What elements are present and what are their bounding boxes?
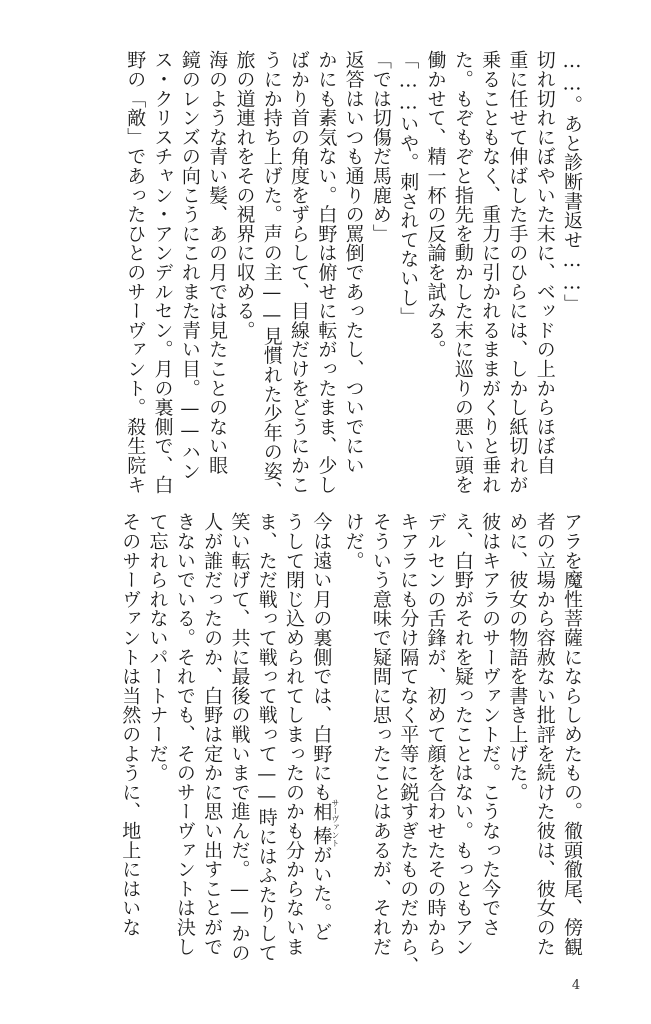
text-line: ま、ただ戦って戦って戦って——時にはふたりして: [255, 512, 278, 962]
text-line: アラを魔性菩薩にならしめたもの。徹頭徹尾、傍観: [561, 512, 583, 956]
text-line: 海のような青い髪、あの月では見たことのない眼: [206, 50, 229, 475]
text-line: え、白野がそれを疑ったことはない。もっともアン: [451, 512, 474, 956]
text-line: 重に任せて伸ばした手のひらには、しかし紙切れが: [506, 50, 529, 494]
lower-text-block: [94, 512, 585, 976]
text-line: 「では切傷だ馬鹿め」: [369, 50, 392, 243]
ruby-base: 相棒: [310, 799, 333, 848]
text-line: た。もぞもぞと指先を動かした末に巡りの悪い頭を: [451, 50, 474, 494]
text-line: 鏡のレンズの向こうにこれまた青い目。——ハン: [178, 50, 201, 481]
text-segment: 今は遠い月の裏側では、白野にも: [310, 512, 333, 802]
text-line: うにか持ち上げた。声の主——見慣れた少年の姿、: [260, 50, 283, 500]
text-line: キアラにも分け隔てなく平等に鋭すぎたものだから、: [397, 512, 420, 976]
text-line: めに、彼女の物語を書き上げた。: [506, 512, 529, 802]
text-line: 人が誰だったのか、白野は定かに思い出すことがで: [201, 512, 224, 956]
page-number: 4: [571, 978, 581, 993]
ruby-reading: サーヴァント: [330, 799, 340, 848]
upper-text-block: [94, 50, 585, 500]
text-segment: がいた。ど: [310, 844, 333, 942]
text-line: ……。あと診断書返せ……」: [561, 50, 583, 313]
text-line: 返答はいつも通りの罵倒であったし、ついでにい: [342, 50, 365, 475]
text-line: そういう意味で疑問に思ったことはあるが、それだ: [369, 512, 392, 956]
text-line: 乗ることもなく、重力に引かれるままがくりと垂れ: [479, 50, 502, 494]
text-line: きないでいる。それでも、そのサーヴァントは決し: [173, 512, 196, 956]
text-line: うして閉じ込められてしまったのかも分からないま: [283, 512, 306, 956]
ruby-word: [310, 799, 340, 848]
text-line: て忘れられないパートナーだ。: [146, 512, 169, 783]
text-line: けだ。: [342, 512, 365, 570]
text-line: ばかり首の角度をずらして、目線だけをどうにかこ: [288, 50, 311, 494]
text-line-with-ruby: [307, 512, 339, 952]
text-line: 旅の道連れをその視界に収める。: [233, 50, 256, 340]
text-line: ス・クリスチャン・アンデルセン。月の裏側で、白: [151, 50, 174, 494]
text-line: 働かせて、精一杯の反論を試みる。: [424, 50, 447, 359]
text-line: 切れ切れにぼやいた末に、ベッドの上からほぼ自: [533, 50, 556, 475]
text-line: 笑い転げて、共に最後の戦いまで進んだ。——かの: [228, 512, 251, 962]
text-line: かにも素気ない。白野は俯せに転がったまま、少し: [315, 50, 338, 494]
text-line: 「……いや。刺されてないし」: [397, 50, 420, 327]
text-line: 者の立場から容赦ない批評を続けた彼は、彼女のた: [533, 512, 556, 956]
text-line: そのサーヴァントは当然のように、地上にはいな: [119, 512, 142, 937]
text-line: デルセンの舌鋒が、初めて顔を合わせたその時から: [424, 512, 447, 956]
text-line: 彼はキアラのサーヴァントだ。こうなった今でさ: [479, 512, 502, 937]
text-line: 野の「敵」であったひとのサーヴァント。殺生院キ: [124, 50, 147, 494]
